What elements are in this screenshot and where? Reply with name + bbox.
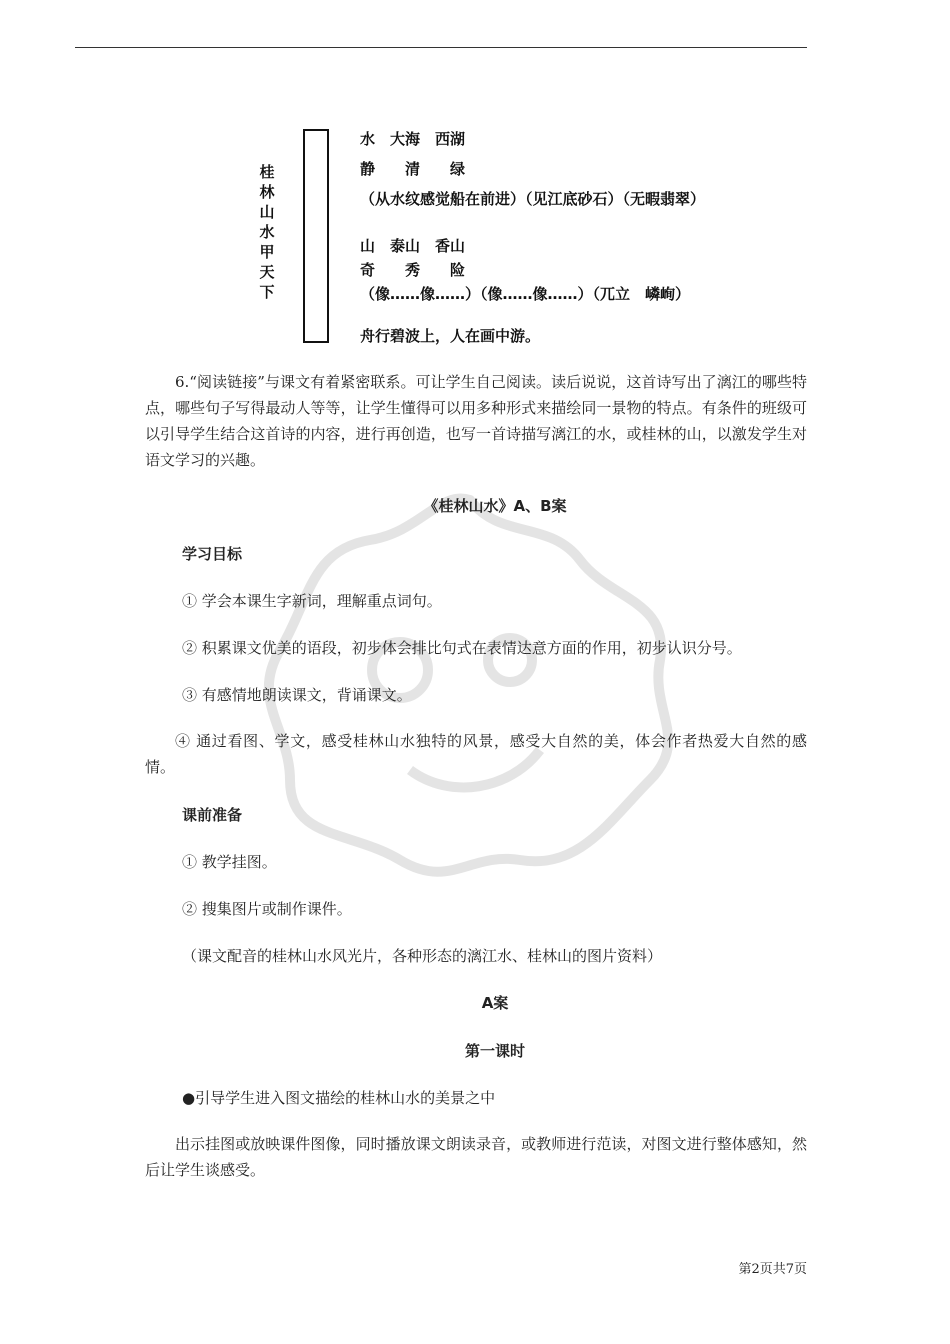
diagram-line: 水 大海 西湖 [360,130,466,148]
diagram-bracket [303,129,329,343]
goal-item: ④ 通过看图、学文，感受桂林山水独特的风景，感受大自然的美，体会作者热爱大自然的感情。 [145,732,807,776]
goals-heading: 学习目标 [182,545,243,563]
goal-item: ③ 有感情地朗读课文，背诵课文。 [182,686,412,704]
paragraph-reading-link: 6.“阅读链接”与课文有着紧密联系。可让学生自己阅读。读后说说，这首诗写出了漓江的哪些特点，哪些句子写得最动人等等，让学生懂得可以用多种形式来描绘同一景物的特点。有条件的班级可以引导学生结合这首诗的内容，进行再创造，也写一首诗描写漓江的水，或桂林的山，以激发学生对语文学习的兴趣。 [145,373,807,469]
vertical-char: 桂 [259,163,275,181]
prep-note: （课文配音的桂林山水风光片，各种形态的漓江水、桂林山的图片资料） [182,947,663,965]
goal-item: ② 积累课文优美的语段，初步体会排比句式在表情达意方面的作用，初步认识分号。 [182,639,742,657]
vertical-char: 下 [259,283,275,301]
diagram-line: 舟行碧波上，人在画中游。 [360,327,541,345]
prep-heading: 课前准备 [182,806,243,824]
header-rule [75,47,807,48]
lesson-title: 第一课时 [464,1042,525,1060]
goal-item: ① 学会本课生字新词，理解重点词句。 [182,592,442,610]
plan-a-title: A案 [481,994,509,1012]
diagram-vertical-title [255,162,279,302]
diagram-line: （从水纹感觉船在前进）（见江底砂石）（无暇翡翠） [360,190,706,208]
vertical-char: 山 [259,203,275,221]
page-number: 第2页共7页 [738,1262,807,1277]
diagram-line: 奇 秀 险 [360,261,466,279]
prep-item: ② 搜集图片或制作课件。 [182,900,352,918]
section-title: 《桂林山水》A、B案 [423,497,567,515]
diagram-line: （像……像……）（像……像……）（兀立 嶙峋） [360,285,691,303]
diagram-line: 山 泰山 香山 [360,237,466,255]
prep-item: ① 教学挂图。 [182,853,277,871]
vertical-char: 林 [259,183,275,201]
closing-paragraph: 出示挂图或放映课件图像，同时播放课文朗读录音，或教师进行范读，对图文进行整体感知，然后让学生谈感受。 [145,1135,807,1179]
bullet-point: ●引导学生进入图文描绘的桂林山水的美景之中 [182,1089,496,1107]
diagram-line: 静 清 绿 [360,160,466,178]
vertical-char: 甲 [259,243,275,261]
board-diagram [255,125,775,350]
vertical-char: 天 [259,263,275,281]
vertical-char: 水 [259,223,275,241]
